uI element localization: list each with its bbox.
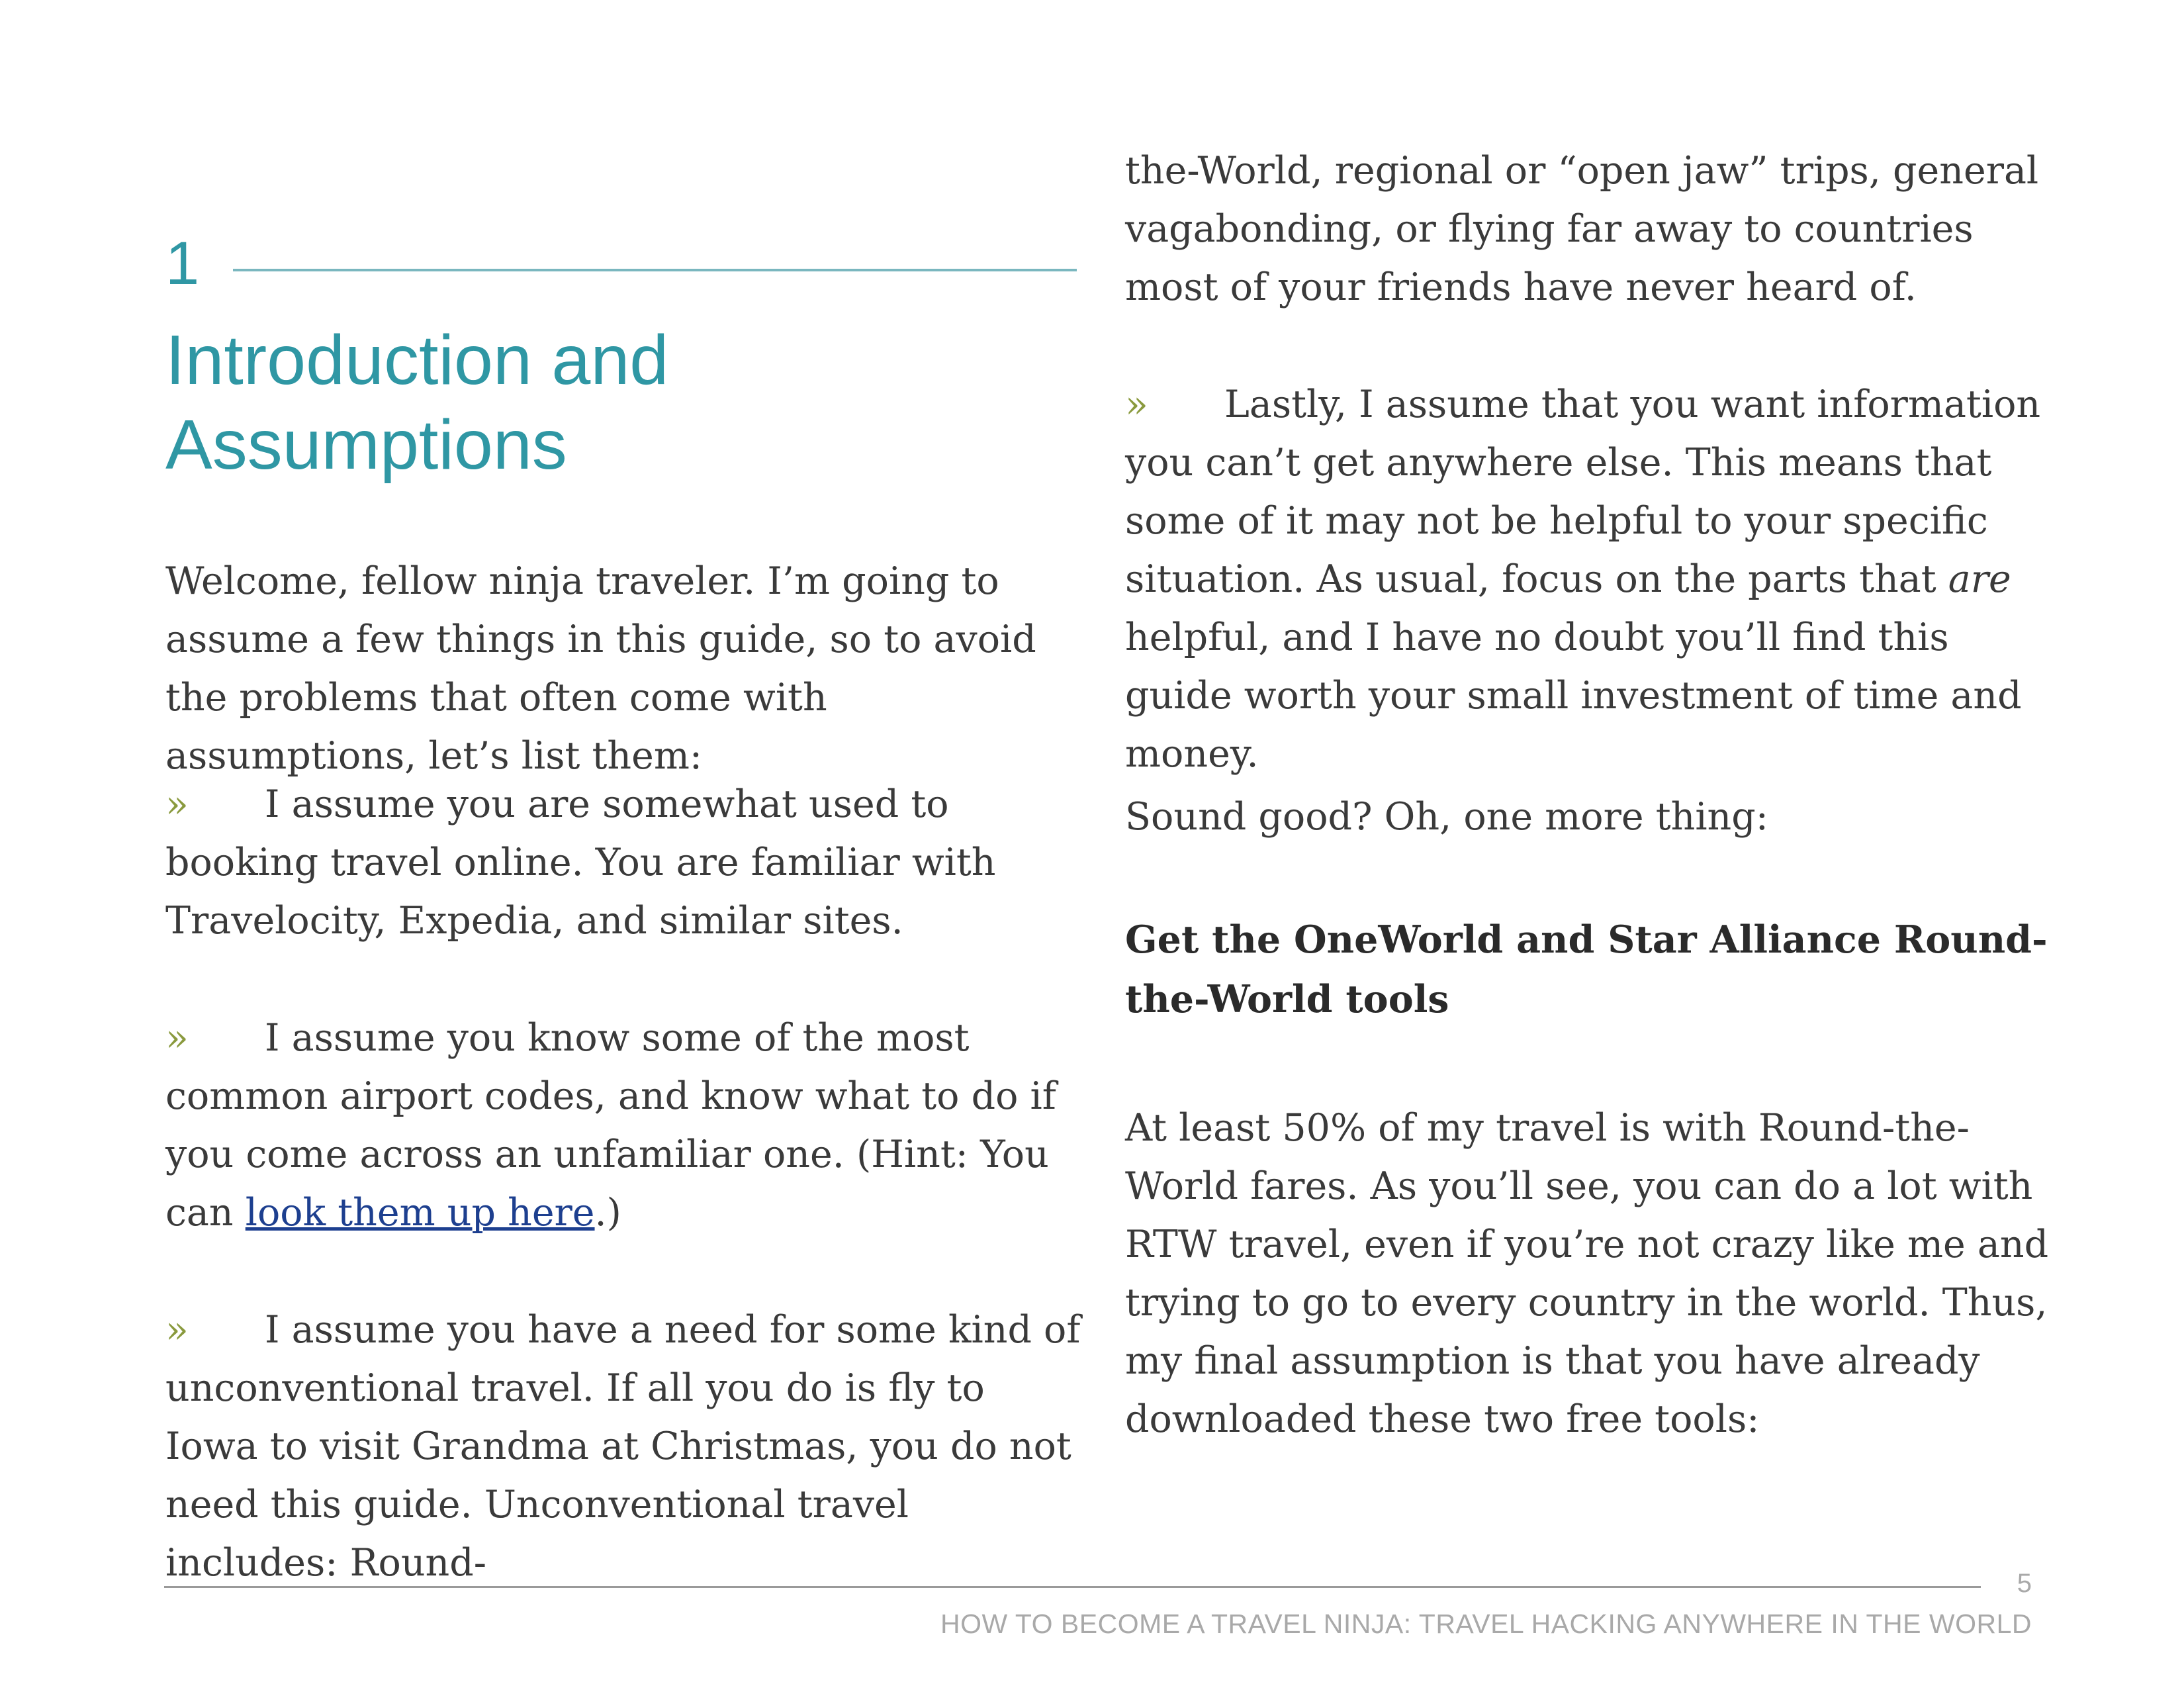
chapter-title-line2: Assumptions [165, 406, 567, 484]
intro-paragraph: Welcome, fellow ninja traveler. I’m going to assume a few things in this guide, so to avoid the problems that often come with assumptions, let’s list them: [165, 559, 1036, 778]
sound-good-paragraph: Sound good? Oh, one more thing: [1125, 795, 1768, 839]
tools-subheading: Get the OneWorld and Star Alliance Round-the-World tools [1125, 917, 2048, 1021]
chapter-divider [233, 269, 1077, 271]
footer-divider [164, 1586, 1981, 1588]
emphasis-text: are [1948, 557, 2011, 601]
bullet-item-3 [165, 1301, 1085, 1592]
chapter-title-line1: Introduction and [165, 321, 669, 399]
bullet-item-4 [1125, 375, 2052, 783]
bullet-marker: » [1125, 383, 1148, 426]
closing-paragraph: At least 50% of my travel is with Round-the-World fares. As you’ll see, you can do a lot with RTW travel, even if you’re not crazy like me and trying to go to every country in the world. Thus, my final assumption is that you have already downloaded these two free tools: [1125, 1106, 2049, 1441]
page-number: 5 [2017, 1569, 2032, 1598]
bullet-item-1 [165, 775, 1085, 950]
bullet-text: I assume you have a need for some kind of unconventional travel. If all you do is fly to Iowa to visit Grandma at Christmas, you do not need this guide. Unconventional travel includes: Round- [165, 1308, 1081, 1585]
bullet-text: Lastly, I assume that you want information you can’t get anywhere else. This means that some of it may not be helpful to your specific situation. As usual, focus on the parts that [1125, 383, 2041, 601]
bullet-item-2 [165, 1009, 1085, 1242]
bullet-text: I assume you know some of the most common airport codes, and know what to do if you come across an unfamiliar one. (Hint: You can [165, 1016, 1056, 1235]
bullet-text-end: .) [594, 1191, 621, 1235]
airport-codes-link[interactable]: look them up here [245, 1191, 595, 1235]
bullet-text-end: helpful, and I have no doubt you’ll find this guide worth your small investment of time and money. [1125, 616, 2022, 776]
bullet-text: I assume you are somewhat used to booking travel online. You are familiar with Travelocity, Expedia, and similar sites. [165, 782, 996, 943]
bullet-marker: » [165, 1308, 189, 1352]
footer-book-title: HOW TO BECOME A TRAVEL NINJA: TRAVEL HACKING ANYWHERE IN THE WORLD [940, 1609, 2032, 1639]
bullet-marker: » [165, 782, 189, 826]
chapter-number: 1 [165, 230, 200, 297]
bullet-marker: » [165, 1016, 189, 1060]
chapter-title [165, 318, 960, 487]
continuation-paragraph: the-World, regional or “open jaw” trips, general vagabonding, or flying far away to countries most of your friends have never heard of. [1125, 149, 2039, 309]
